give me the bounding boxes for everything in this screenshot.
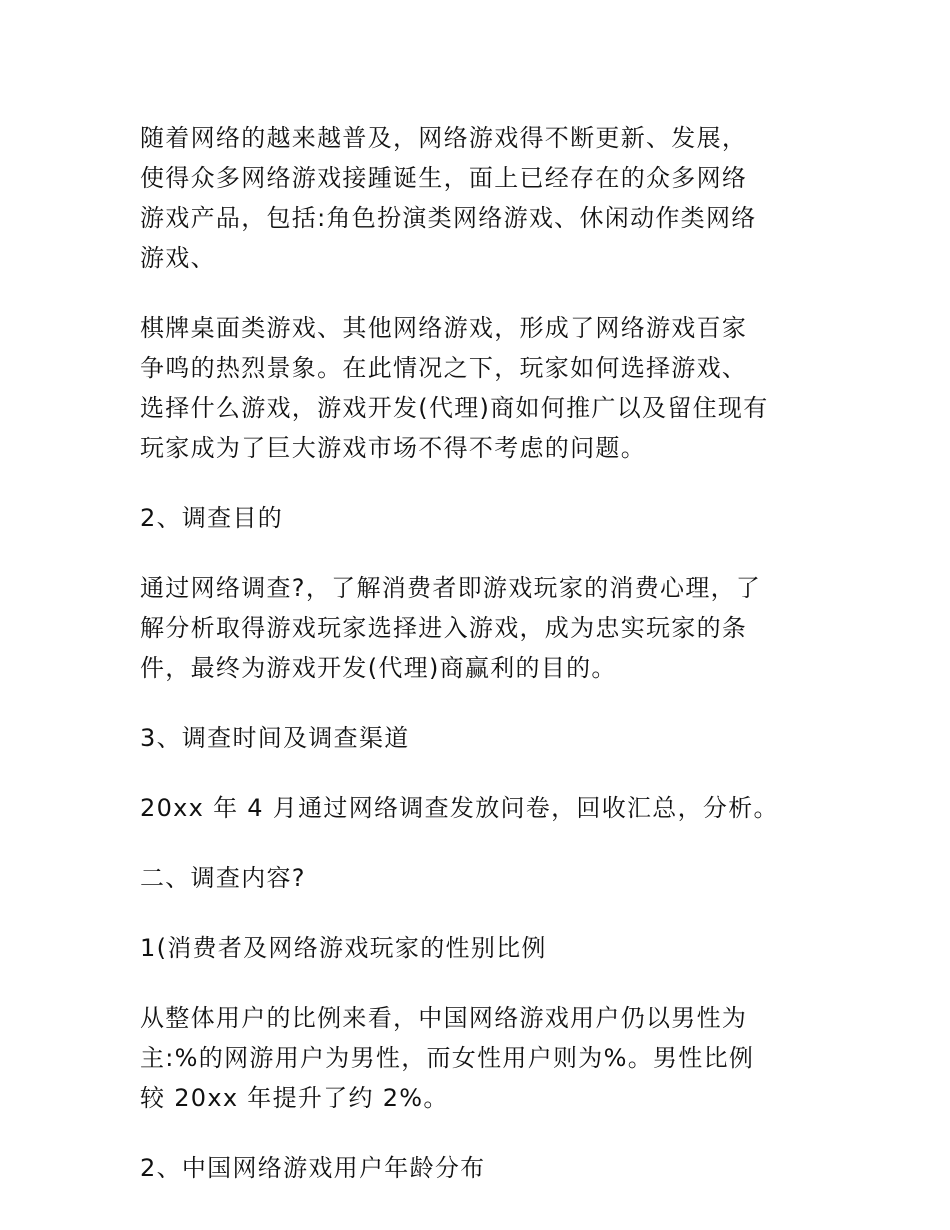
paragraph-time [140, 788, 820, 828]
section-heading-gender: 1(消费者及网络游戏玩家的性别比例 [140, 934, 547, 962]
document-body [140, 118, 820, 1218]
text-line: 使得众多网络游戏接踵诞生，面上已经存在的众多网络 [140, 164, 748, 192]
section-heading-time: 3、调查时间及调查渠道 [140, 724, 410, 752]
section-heading-purpose: 2、调查目的 [140, 504, 284, 532]
text-line: 游戏、 [140, 244, 216, 272]
text-line: 主:%的网游用户为男性，而女性用户则为%。男性比例 [140, 1044, 755, 1072]
section-heading-age: 2、中国网络游戏用户年龄分布 [140, 1154, 486, 1182]
text-line: 件，最终为游戏开发(代理)商赢利的目的。 [140, 654, 617, 682]
text-line: 较 20xx 年提升了约 2%。 [140, 1084, 449, 1112]
text-line: 玩家成为了巨大游戏市场不得不考虑的问题。 [140, 434, 646, 462]
paragraph-purpose [140, 568, 820, 688]
text-line: 20xx 年 4 月通过网络调查发放问卷，回收汇总，分析。 [140, 794, 779, 822]
paragraph-gender [140, 998, 820, 1118]
text-line: 棋牌桌面类游戏、其他网络游戏，形成了网络游戏百家 [140, 314, 748, 342]
text-line: 游戏产品，包括:角色扮演类网络游戏、休闲动作类网络 [140, 204, 757, 232]
section-heading-content: 二、调查内容? [140, 864, 306, 892]
text-line: 随着网络的越来越普及，网络游戏得不断更新、发展， [140, 124, 748, 152]
text-line: 解分析取得游戏玩家选择进入游戏，成为忠实玩家的条 [140, 614, 748, 642]
text-line: 通过网络调查?，了解消费者即游戏玩家的消费心理，了 [140, 574, 762, 602]
text-line: 争鸣的热烈景象。在此情况之下，玩家如何选择游戏、 [140, 354, 748, 382]
text-line: 选择什么游戏，游戏开发(代理)商如何推广以及留住现有 [140, 394, 769, 422]
paragraph-market [140, 308, 820, 468]
text-line: 从整体用户的比例来看，中国网络游戏用户仍以男性为 [140, 1004, 748, 1032]
paragraph-background [140, 118, 820, 278]
